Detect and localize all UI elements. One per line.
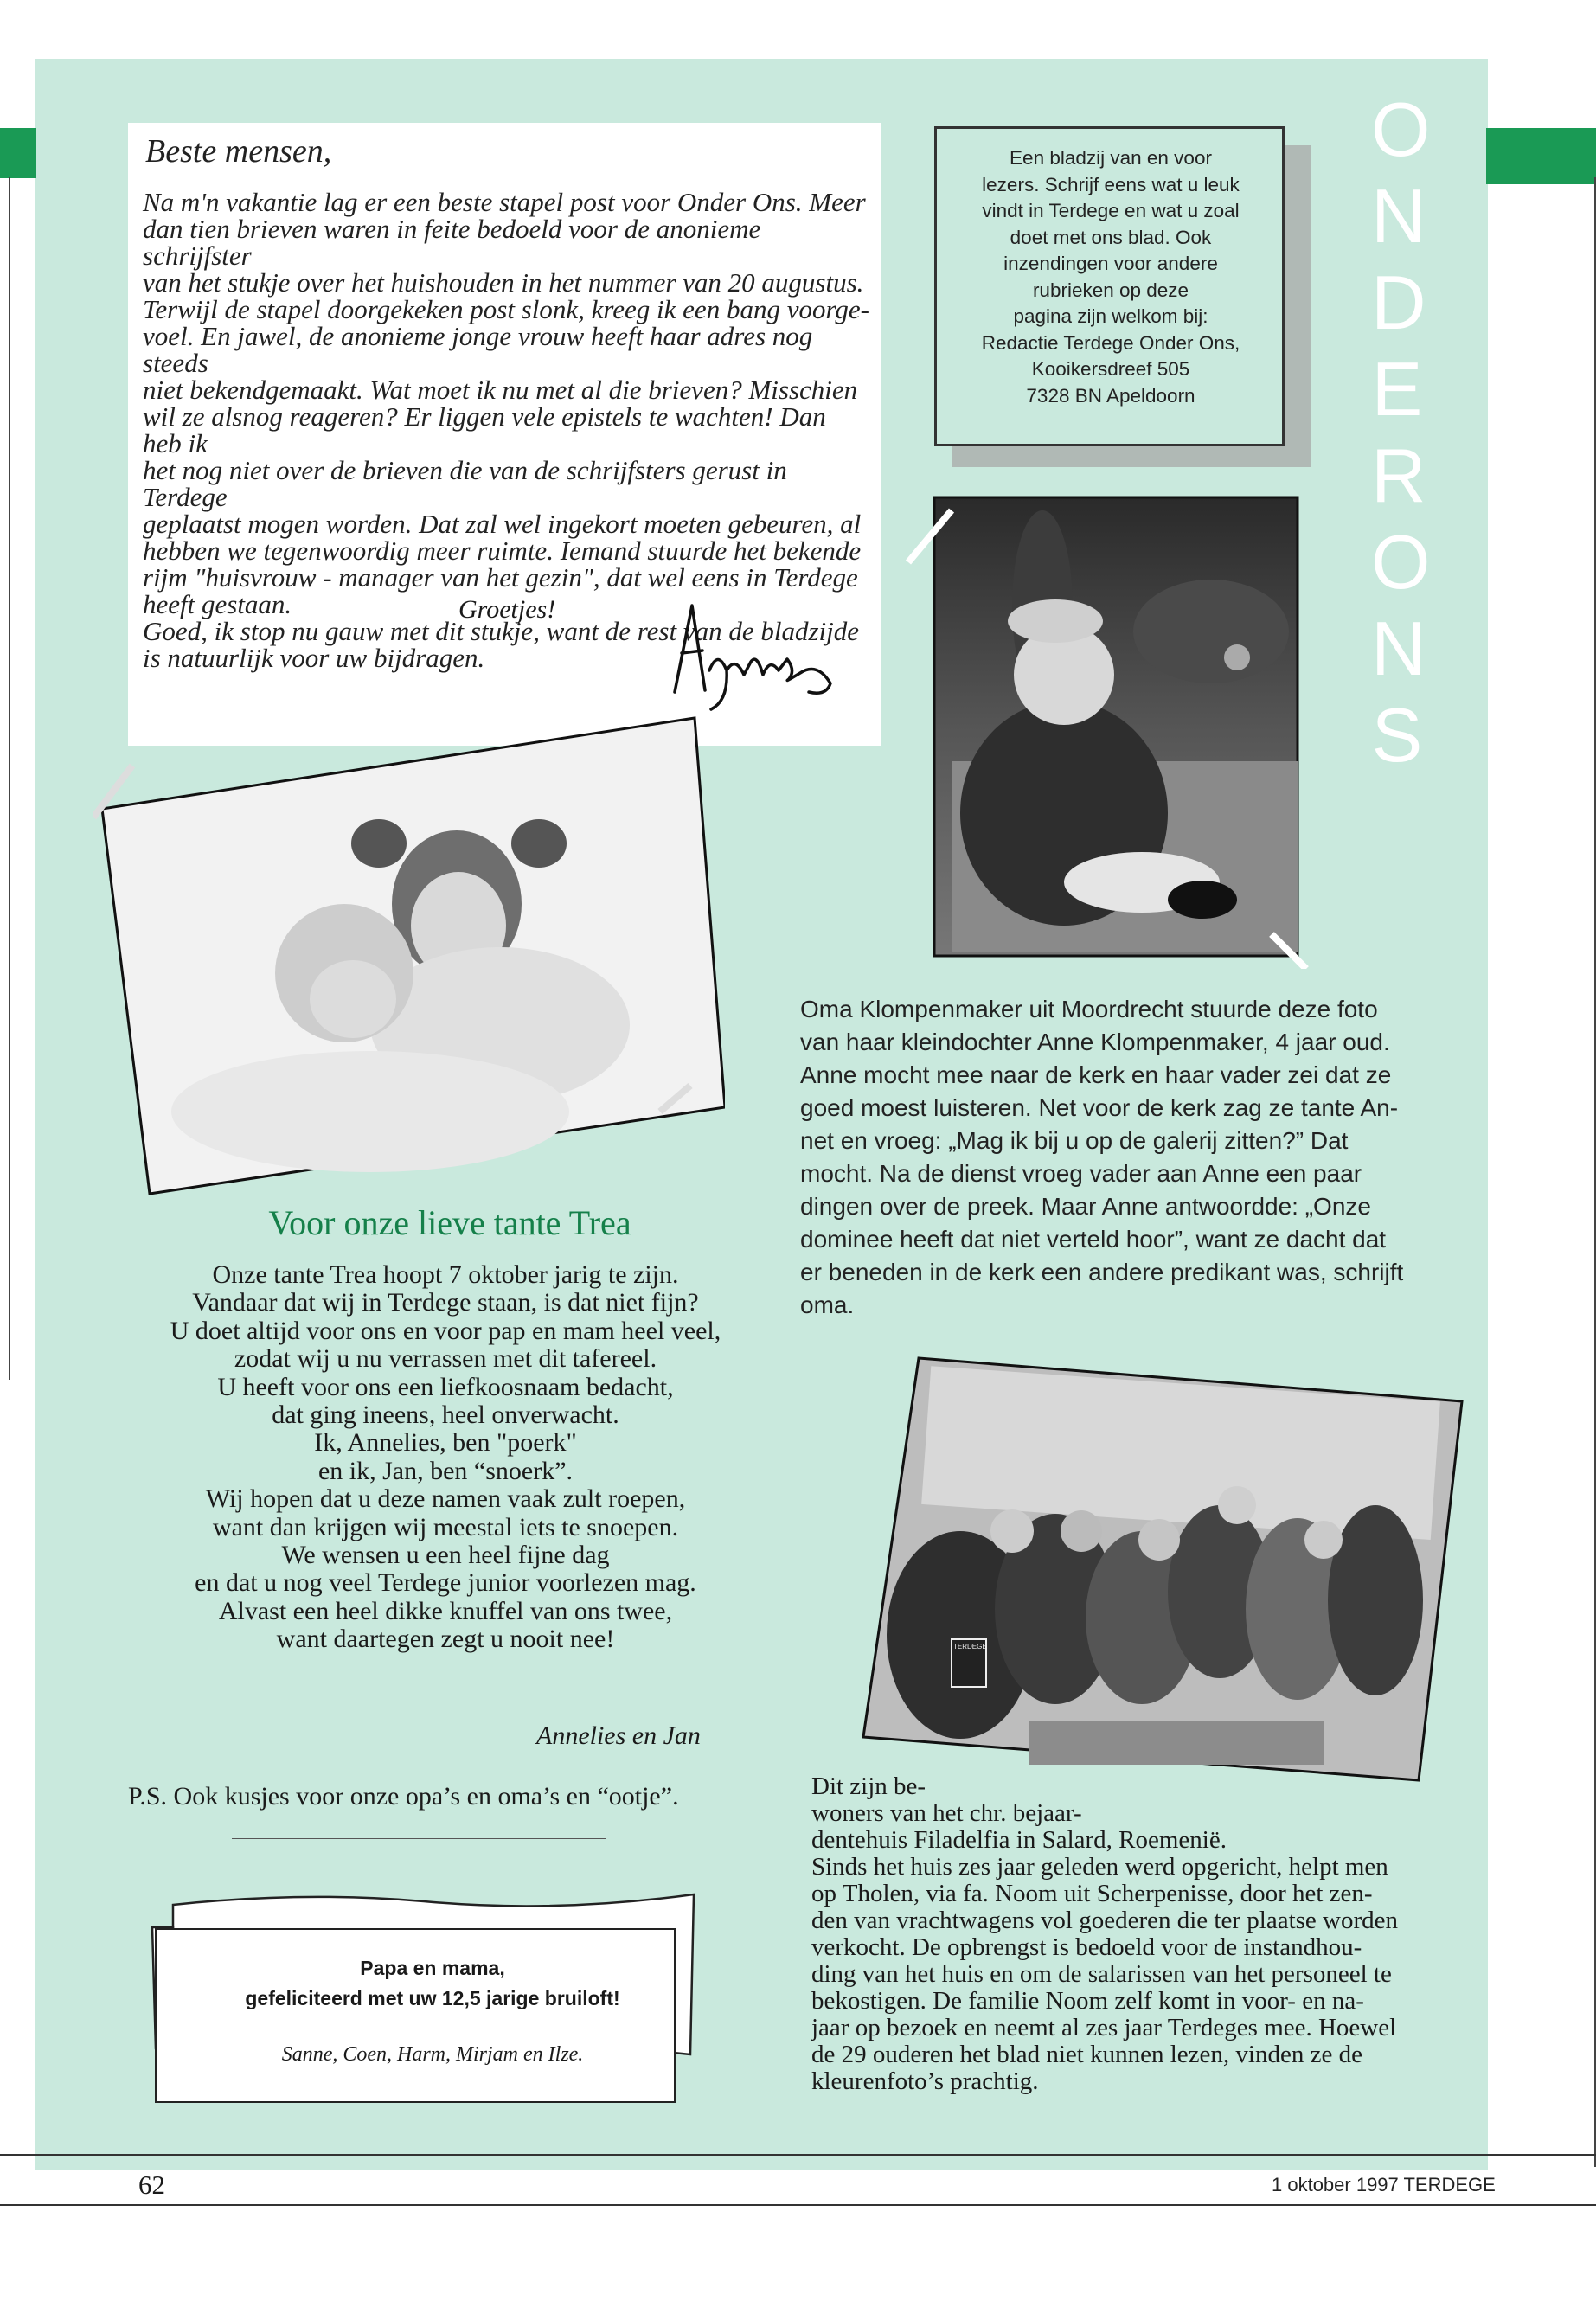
poem-line: want daartegen zegt u nooit nee! — [276, 1625, 615, 1654]
caption-line: Sinds het huis zes jaar geleden werd opgericht, helpt men — [811, 1853, 1388, 1881]
letter-line: hebben we tegenwoordig meer ruimte. Iemand stuurde het bekende — [143, 535, 862, 566]
caption-line: de 29 ouderen het blad niet kunnen lezen, vinden ze de — [811, 2041, 1362, 2068]
info-line: Kooikersdreef 505 — [1031, 358, 1190, 380]
info-line: Een bladzij van en voor — [1010, 147, 1212, 169]
letter-line: het nog niet over de brieven die van de schrijfsters gerust in Terdege — [143, 455, 787, 512]
poem-line: Ik, Annelies, ben "poerk" — [314, 1428, 577, 1458]
book-cover-label: TERDEGE — [953, 1643, 987, 1650]
section-title-letter: O — [1371, 519, 1431, 605]
poem-line: Alvast een heel dikke knuffel van ons twee, — [218, 1596, 673, 1625]
agnes-signature — [657, 588, 848, 718]
caption-line: ding van het huis en om de salarissen van het personeel te — [811, 1960, 1392, 1988]
poem-title: Voor onze lieve tante Trea — [268, 1203, 631, 1242]
poem-line: We wensen u een heel fijne dag — [281, 1541, 610, 1570]
caption-line: op Tholen, via fa. Noom uit Scherpenisse, door het zen- — [811, 1880, 1373, 1907]
photo-anne — [900, 484, 1315, 969]
info-line: lezers. Schrijf eens wat u leuk — [982, 173, 1240, 195]
caption-line: oma. — [800, 1292, 855, 1318]
photo-children — [93, 714, 725, 1211]
letter-line: voel. En jawel, de anonieme jonge vrouw heeft haar adres nog steeds — [143, 321, 813, 378]
info-line: rubrieken op deze — [1032, 279, 1189, 301]
poem-line: zodat wij u nu verrassen met dit tafereel. — [234, 1344, 657, 1374]
info-line: inzendingen voor andere — [1003, 253, 1218, 274]
section-title-letter: O — [1371, 87, 1431, 172]
poem-line: Onze tante Trea hoopt 7 oktober jarig te zijn. — [212, 1260, 679, 1289]
letter-closing: Groetjes! — [458, 595, 556, 624]
section-title-letter: S — [1371, 692, 1423, 778]
page-number: 62 — [138, 2170, 165, 2200]
footer-rule-bottom — [0, 2204, 1596, 2206]
caption-line: er beneden in de kerk een andere predikant was, schrijft — [800, 1259, 1404, 1285]
caption-line: mocht. Na de dienst vroeg vader aan Anne een paar — [800, 1160, 1362, 1187]
caption-line: van haar kleindochter Anne Klompenmaker, 4 jaar oud. — [800, 1029, 1390, 1055]
caption-line: kleurenfoto’s prachtig. — [811, 2067, 1039, 2095]
congrats-signature: Sanne, Coen, Harm, Mirjam en Ilze. — [281, 2043, 584, 2066]
poem-postscript: P.S. Ook kusjes voor onze opa’s en oma’s en “ootje”. — [128, 1782, 679, 1811]
poem-line: Wij hopen dat u deze namen vaak zult roepen, — [205, 1484, 686, 1514]
congrats-line: Papa en mama, — [360, 1957, 505, 1979]
letter-line: Terwijl de stapel doorgekeken post slonk, kreeg ik een bang voorge- — [143, 294, 869, 324]
caption-line: Anne mocht mee naar de kerk en haar vader zei dat ze — [800, 1061, 1392, 1088]
left-edge-line — [9, 177, 10, 1380]
caption-line: bekostigen. De familie Noom zelf komt in voor- en na- — [811, 1987, 1364, 2015]
poem-line: Vandaar dat wij in Terdege staan, is dat niet fijn? — [192, 1288, 699, 1317]
section-title-letter: R — [1371, 433, 1426, 518]
poem-signature: Annelies en Jan — [536, 1721, 701, 1750]
caption-line: goed moest luisteren. Net voor de kerk zag ze tante An- — [800, 1094, 1399, 1121]
caption-line: jaar op bezoek en neemt al zes jaar Terdeges mee. Hoewel — [811, 2014, 1397, 2041]
letter-line: rijm "huisvrouw - manager van het gezin", dat wel eens in Terdege — [143, 562, 858, 593]
caption-line: verkocht. De opbrengst is bedoeld voor de instandhou- — [811, 1933, 1362, 1961]
footer-issue: 1 oktober 1997 TERDEGE — [1272, 2174, 1496, 2195]
footer-rule-top — [0, 2154, 1596, 2156]
letter-greeting: Beste mensen, — [145, 133, 332, 170]
divider — [232, 1838, 606, 1839]
info-line: Redactie Terdege Onder Ons, — [981, 331, 1240, 354]
anne-caption — [800, 993, 1466, 1322]
poem-line: en ik, Jan, ben “snoerk”. — [317, 1456, 574, 1485]
poem-line: U heeft voor ons een liefkoosnaam bedacht, — [217, 1372, 674, 1401]
caption-line: Dit zijn be- — [811, 1772, 926, 1800]
caption-line: dentehuis Filadelfia in Salard, Roemenië. — [811, 1826, 1227, 1854]
section-title-letter: D — [1371, 260, 1426, 345]
caption-line: Oma Klompenmaker uit Moordrecht stuurde deze foto — [800, 996, 1378, 1022]
info-line: 7328 BN Apeldoorn — [1026, 384, 1195, 407]
info-text — [939, 145, 1282, 409]
letter-line: dan tien brieven waren in feite bedoeld voor de anonieme schrijfster — [143, 214, 761, 271]
info-line: vindt in Terdege en wat u zoal — [982, 200, 1240, 221]
info-line: doet met ons blad. Ook — [1010, 226, 1212, 248]
letter-line: wil ze alsnog reageren? Er liggen vele epistels te wachten! Dan heb ik — [143, 401, 826, 458]
section-title-letter: N — [1371, 606, 1426, 691]
letter-line: Na m'n vakantie lag er een beste stapel post voor Onder Ons. Meer — [143, 187, 866, 217]
congrats-line: gefeliciteerd met uw 12,5 jarige bruiloft! — [245, 1987, 620, 2009]
poem-line: en dat u nog veel Terdege junior voorlezen mag. — [195, 1568, 696, 1598]
caption-line: net en vroeg: „Mag ik bij u op de galerij zitten?” Dat — [800, 1127, 1349, 1154]
photo-romania-group — [856, 1349, 1471, 1782]
poem-line: dat ging ineens, heel onverwacht. — [272, 1400, 619, 1430]
caption-line: dominee heeft dat niet verteld hoor”, want ze dacht dat — [800, 1226, 1387, 1253]
letter-line: is natuurlijk voor uw bijdragen. — [143, 643, 485, 673]
caption-line: dingen over de preek. Maar Anne antwoordde: „Onze — [800, 1193, 1371, 1220]
section-title-letter: E — [1371, 346, 1423, 432]
right-green-tab — [1486, 128, 1596, 184]
letter-line: niet bekendgemaakt. Wat moet ik nu met al die brieven? Misschien — [143, 375, 858, 405]
section-title-letter: N — [1371, 173, 1426, 259]
poem-line: U doet altijd voor ons en voor pap en mam heel veel, — [170, 1316, 721, 1345]
letter-line: van het stukje over het huishouden in het nummer van 20 augustus. — [143, 267, 864, 298]
section-title-vertical — [1371, 87, 1431, 779]
letter-line: geplaatst mogen worden. Dat zal wel ingekort moeten gebeuren, al — [143, 509, 862, 539]
romania-caption — [811, 1773, 1469, 2095]
poem-line: want dan krijgen wij meestal iets te snoepen. — [212, 1512, 679, 1541]
left-green-tab — [0, 128, 36, 178]
info-line: pagina zijn welkom bij: — [1013, 305, 1208, 327]
caption-line: den van vrachtwagens vol goederen die ter plaatse worden — [811, 1907, 1399, 1934]
letter-line: heeft gestaan. — [143, 589, 292, 619]
congrats-message — [173, 1953, 692, 2014]
caption-line: woners van het chr. bejaar- — [811, 1799, 1082, 1827]
poem-body — [130, 1261, 761, 1654]
letter-line: Goed, ik stop nu gauw met dit stukje, want de rest van de bladzijde — [143, 616, 859, 646]
